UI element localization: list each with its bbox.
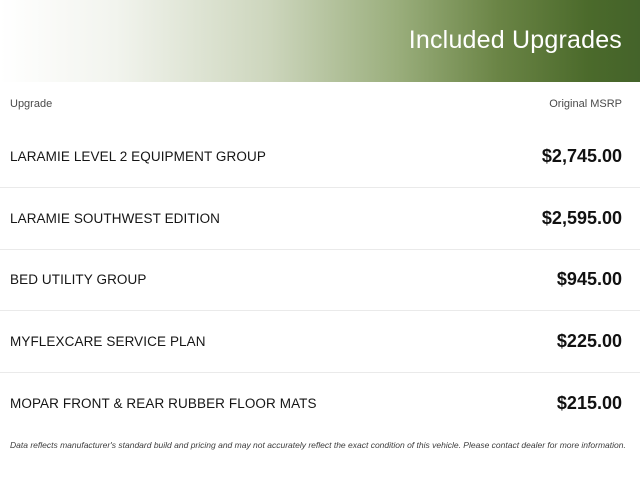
table-row [0,126,640,188]
upgrade-name: MOPAR FRONT & REAR RUBBER FLOOR MATS [10,396,317,412]
upgrade-name: LARAMIE SOUTHWEST EDITION [10,210,221,226]
upgrade-msrp: $2,595.00 [541,207,622,228]
table-row [0,250,640,312]
upgrade-msrp: $2,745.00 [541,145,622,166]
upgrade-msrp: $225.00 [556,331,622,352]
table-row [0,311,640,373]
disclaimer-text: Data reflects manufacturer's standard build and pricing and may not accurately reflect the exact condition of this vehicle. Please contact dealer for more information. [10,440,626,450]
upgrade-name: BED UTILITY GROUP [10,272,147,288]
upgrade-msrp: $945.00 [556,269,622,290]
column-headers [0,82,640,126]
table-row [0,188,640,250]
page-header [0,0,640,82]
upgrades-list [0,126,640,434]
column-header-upgrade: Upgrade [10,98,53,110]
table-row [0,373,640,434]
upgrade-name: LARAMIE LEVEL 2 EQUIPMENT GROUP [10,148,266,164]
page-footer [0,434,640,480]
upgrade-name: MYFLEXCARE SERVICE PLAN [10,334,206,350]
upgrade-msrp: $215.00 [556,393,622,414]
page-title: Included Upgrades [408,25,622,54]
column-header-msrp: Original MSRP [549,98,622,110]
